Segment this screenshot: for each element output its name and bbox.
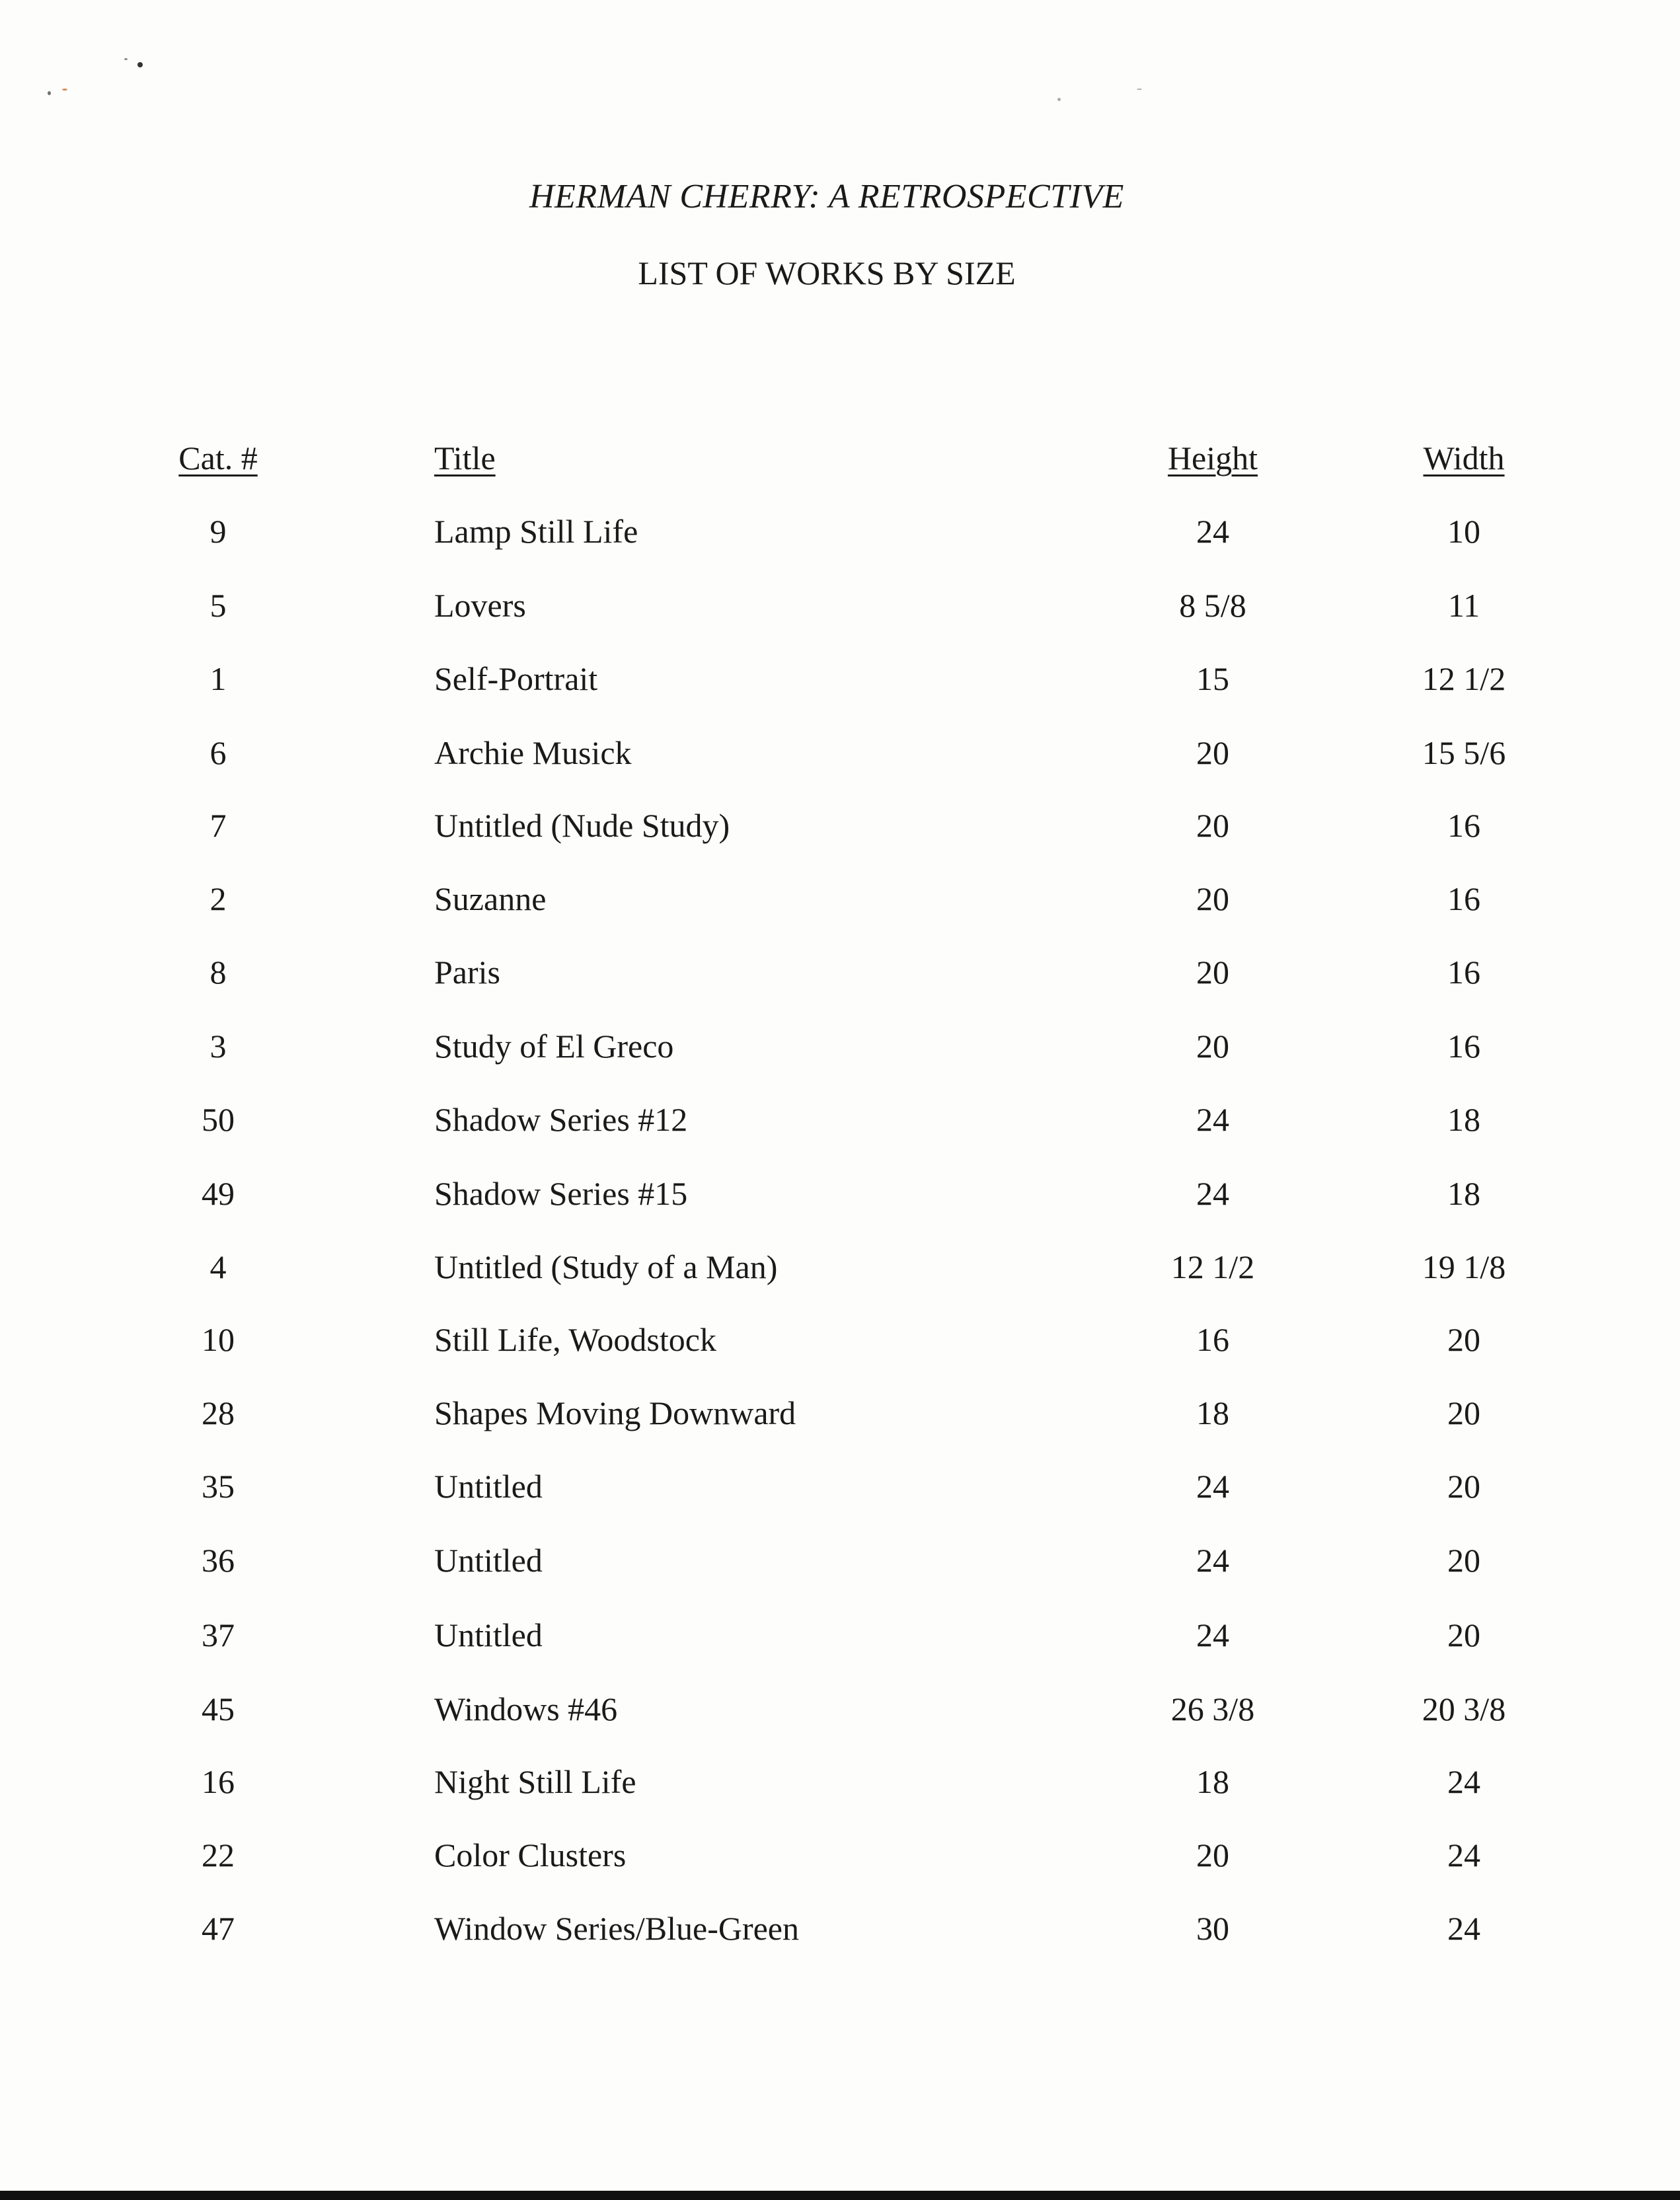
work-width: 16 [1447,807,1480,844]
document-subtitle: LIST OF WORKS BY SIZE [638,254,1016,291]
work-width: 20 3/8 [1422,1690,1506,1727]
table-row [0,1174,1680,1227]
work-width: 12 1/2 [1422,660,1506,697]
work-height: 24 [1196,1175,1229,1212]
table-row [0,1248,1680,1301]
work-width: 24 [1447,1837,1480,1874]
work-height: 30 [1196,1910,1229,1947]
work-title: Window Series/Blue-Green [434,1910,800,1947]
table-row [0,1836,1680,1889]
table-row [0,734,1680,786]
scan-speck [124,58,128,60]
work-height: 12 1/2 [1170,1248,1255,1285]
table-row [0,953,1680,1006]
work-width: 16 [1447,880,1480,917]
table-row [0,1616,1680,1669]
work-height: 20 [1196,734,1229,771]
work-height: 24 [1196,1616,1229,1653]
work-title: Untitled (Nude Study) [434,807,730,844]
work-width: 11 [1447,587,1480,624]
work-width: 19 1/8 [1422,1248,1506,1285]
cat-number: 36 [202,1542,235,1579]
cat-number: 28 [202,1394,235,1431]
work-title: Study of El Greco [434,1028,674,1065]
work-title: Lamp Still Life [434,513,638,550]
header-width: Width [1423,439,1505,476]
table-header [0,439,1680,492]
table-row [0,1320,1680,1373]
work-width: 24 [1447,1763,1480,1800]
scan-edge-bar [0,2191,1680,2200]
work-height: 15 [1196,660,1229,697]
work-height: 20 [1196,1028,1229,1065]
work-width: 18 [1447,1101,1480,1138]
table-row [0,512,1680,565]
table-row [0,660,1680,712]
table-row [0,1690,1680,1743]
work-title: Lovers [434,587,526,624]
cat-number: 3 [210,1028,227,1065]
table-row [0,1467,1680,1520]
work-title: Untitled [434,1542,543,1579]
work-height: 18 [1196,1763,1229,1800]
cat-number: 1 [210,660,227,697]
work-title: Suzanne [434,880,547,917]
work-height: 24 [1196,513,1229,550]
work-width: 20 [1447,1616,1480,1653]
table-row [0,806,1680,859]
work-height: 26 3/8 [1170,1690,1255,1727]
work-height: 8 5/8 [1179,587,1246,624]
work-width: 16 [1447,954,1480,991]
scan-speck [48,91,51,95]
cat-number: 5 [210,587,227,624]
work-title: Shadow Series #15 [434,1175,688,1212]
work-title: Untitled [434,1468,543,1505]
work-width: 20 [1447,1542,1480,1579]
work-width: 18 [1447,1175,1480,1212]
document-title: HERMAN CHERRY: A RETROSPECTIVE [529,178,1124,215]
work-title: Shapes Moving Downward [434,1394,796,1431]
header-cat: Cat. # [178,439,258,476]
work-height: 16 [1196,1321,1229,1358]
work-title: Untitled (Study of a Man) [434,1248,778,1285]
work-title: Paris [434,954,500,991]
table-row [0,1909,1680,1962]
cat-number: 45 [202,1690,235,1727]
work-title: Still Life, Woodstock [434,1321,716,1358]
work-height: 20 [1196,1837,1229,1874]
work-title: Shadow Series #12 [434,1101,688,1138]
work-height: 20 [1196,807,1229,844]
cat-number: 4 [210,1248,227,1285]
cat-number: 2 [210,880,227,917]
table-row [0,1541,1680,1594]
table-row [0,880,1680,932]
scan-speck [62,89,67,91]
table-row [0,586,1680,639]
work-width: 24 [1447,1910,1480,1947]
cat-number: 35 [202,1468,235,1505]
work-width: 15 5/6 [1422,734,1506,771]
work-title: Night Still Life [434,1763,636,1800]
scan-speck [1137,89,1142,90]
work-width: 10 [1447,513,1480,550]
table-row [0,1394,1680,1447]
work-title: Color Clusters [434,1837,627,1874]
table-row [0,1027,1680,1080]
cat-number: 37 [202,1616,235,1653]
work-height: 18 [1196,1394,1229,1431]
work-height: 24 [1196,1542,1229,1579]
work-width: 16 [1447,1028,1480,1065]
cat-number: 22 [202,1837,235,1874]
header-title: Title [434,439,496,476]
table-row [0,1763,1680,1815]
work-width: 20 [1447,1321,1480,1358]
work-title: Archie Musick [434,734,632,771]
cat-number: 9 [210,513,227,550]
cat-number: 7 [210,807,227,844]
cat-number: 50 [202,1101,235,1138]
work-height: 20 [1196,880,1229,917]
cat-number: 10 [202,1321,235,1358]
work-title: Untitled [434,1616,543,1653]
table-row [0,1100,1680,1153]
work-title: Self-Portrait [434,660,598,697]
work-height: 20 [1196,954,1229,991]
cat-number: 16 [202,1763,235,1800]
header-height: Height [1167,439,1258,476]
work-height: 24 [1196,1101,1229,1138]
work-width: 20 [1447,1394,1480,1431]
cat-number: 6 [210,734,227,771]
cat-number: 8 [210,954,227,991]
cat-number: 49 [202,1175,235,1212]
scan-speck [137,62,143,67]
scan-speck [1057,98,1061,101]
work-width: 20 [1447,1468,1480,1505]
cat-number: 47 [202,1910,235,1947]
work-height: 24 [1196,1468,1229,1505]
work-title: Windows #46 [434,1690,618,1727]
